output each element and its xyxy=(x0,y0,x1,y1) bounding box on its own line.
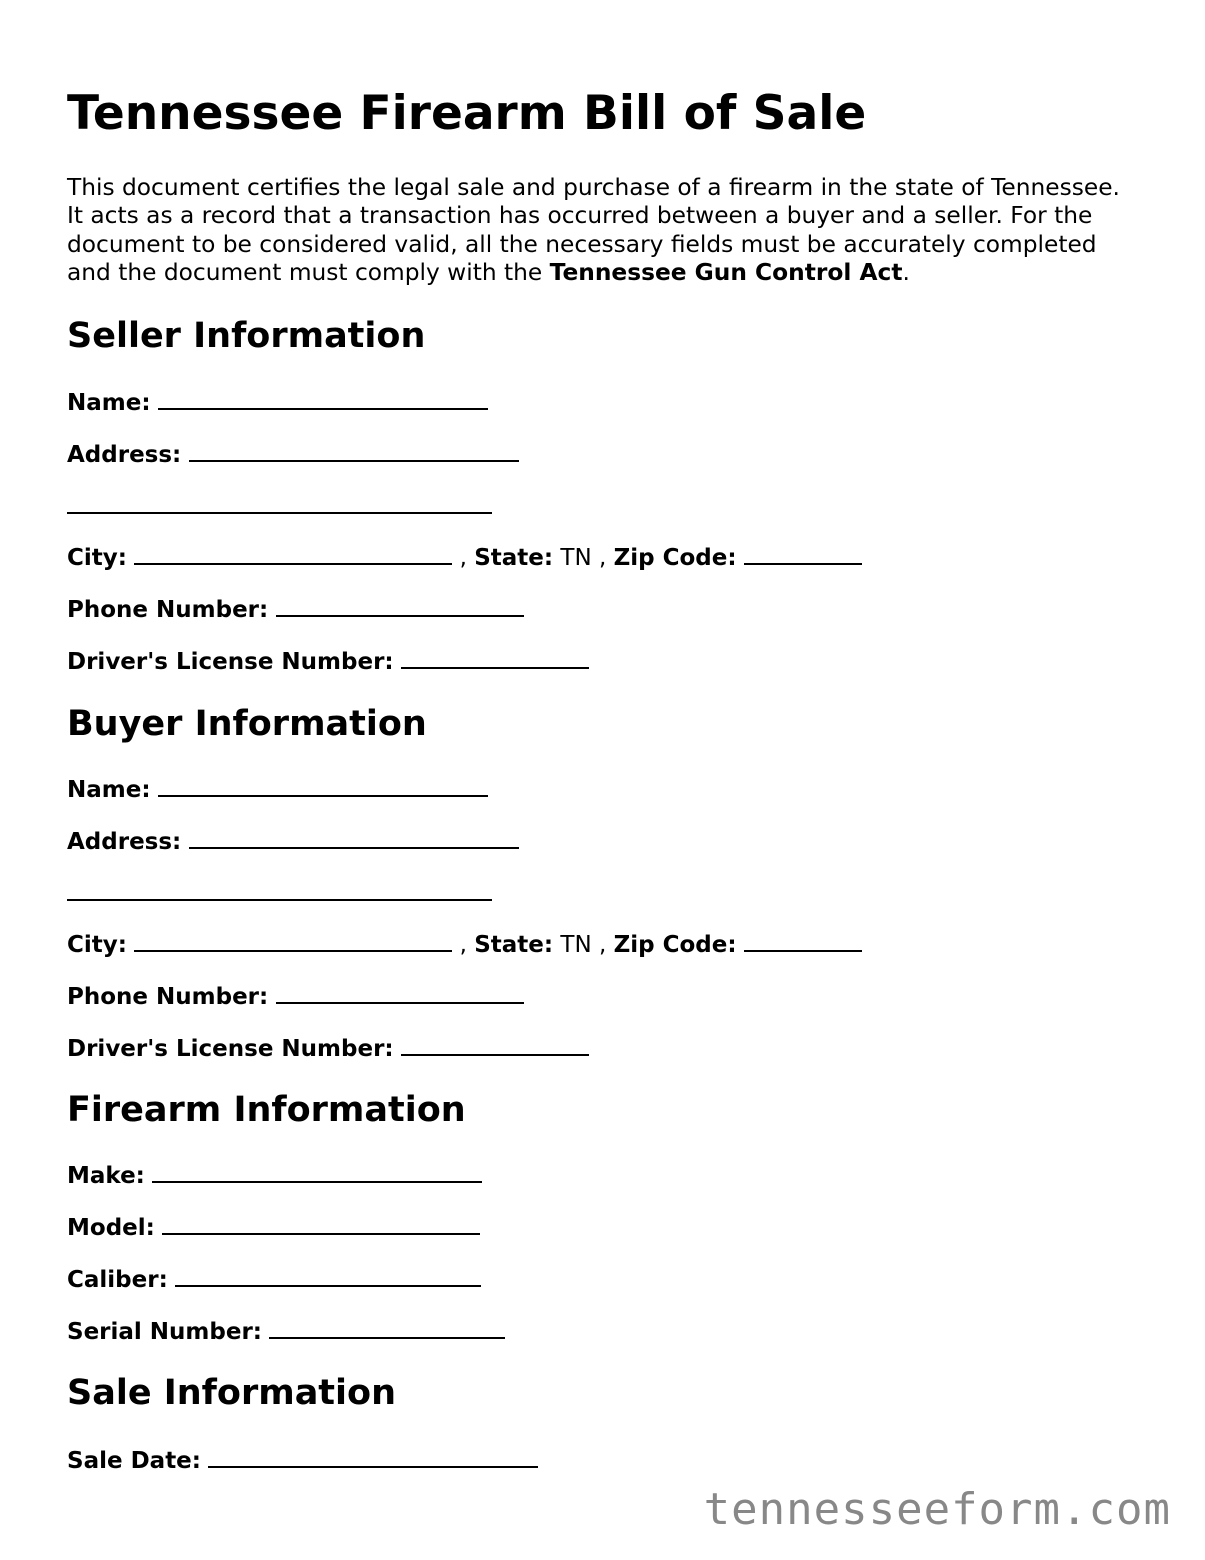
firearm-model-label: Model: xyxy=(67,1215,155,1241)
buyer-zip-input[interactable] xyxy=(744,930,862,952)
firearm-caliber-input[interactable] xyxy=(175,1265,481,1287)
firearm-model-input[interactable] xyxy=(162,1213,480,1235)
buyer-name-field xyxy=(67,775,488,804)
buyer-comma-2: , xyxy=(598,932,607,958)
firearm-make-input[interactable] xyxy=(152,1161,482,1183)
seller-section-heading: Seller Information xyxy=(67,316,426,356)
firearm-caliber-label: Caliber: xyxy=(67,1267,168,1293)
firearm-make-field xyxy=(67,1161,482,1190)
seller-name-input[interactable] xyxy=(158,388,488,410)
seller-address-field xyxy=(67,440,519,469)
buyer-address-input[interactable] xyxy=(189,827,519,849)
seller-address-line-2-input[interactable] xyxy=(67,492,492,514)
firearm-make-label: Make: xyxy=(67,1163,145,1189)
seller-phone-input[interactable] xyxy=(276,595,524,617)
firearm-model-field xyxy=(67,1213,480,1242)
buyer-section-heading: Buyer Information xyxy=(67,704,427,744)
buyer-name-label: Name: xyxy=(67,777,151,803)
sale-date-input[interactable] xyxy=(208,1446,538,1468)
buyer-address-field xyxy=(67,827,519,856)
page-title: Tennessee Firearm Bill of Sale xyxy=(67,86,867,141)
intro-line-4-prefix: and the document must comply with the xyxy=(67,258,550,286)
seller-license-label: Driver's License Number: xyxy=(67,649,394,675)
gun-control-act-reference: Tennessee Gun Control Act xyxy=(549,258,903,286)
intro-line-3: document to be considered valid, all the necessary fields must be accurately completed xyxy=(67,230,1097,258)
buyer-name-input[interactable] xyxy=(158,775,488,797)
intro-line-4-suffix: . xyxy=(902,258,910,286)
seller-city-input[interactable] xyxy=(134,543,452,565)
buyer-address-line-2-input[interactable] xyxy=(67,879,492,901)
buyer-license-input[interactable] xyxy=(401,1034,589,1056)
buyer-comma-1: , xyxy=(459,932,467,958)
buyer-zip-label: Zip Code: xyxy=(613,932,737,958)
buyer-city-label: City: xyxy=(67,932,127,958)
sale-section-heading: Sale Information xyxy=(67,1373,396,1413)
firearm-section-heading: Firearm Information xyxy=(67,1090,466,1130)
intro-line-2: It acts as a record that a transaction has occurred between a buyer and a seller. For the xyxy=(67,202,1093,230)
intro-line-4 xyxy=(67,259,1147,287)
intro-line-1: This document certifies the legal sale and purchase of a firearm in the state of Tennessee. xyxy=(67,174,1120,201)
buyer-license-field xyxy=(67,1034,589,1063)
seller-name-label: Name: xyxy=(67,390,151,416)
sale-date-label: Sale Date: xyxy=(67,1448,201,1474)
seller-address-line-2-field xyxy=(67,492,492,521)
seller-phone-field xyxy=(67,595,524,624)
seller-state-value: TN xyxy=(560,545,592,571)
buyer-address-line-2-field xyxy=(67,879,492,908)
seller-license-field xyxy=(67,647,589,676)
buyer-city-state-zip-field xyxy=(67,930,862,959)
seller-name-field xyxy=(67,388,488,417)
seller-address-input[interactable] xyxy=(189,440,519,462)
seller-zip-label: Zip Code: xyxy=(613,545,737,571)
sale-date-field xyxy=(67,1446,538,1475)
buyer-license-label: Driver's License Number: xyxy=(67,1036,394,1062)
seller-phone-label: Phone Number: xyxy=(67,597,269,623)
seller-state-label: State: xyxy=(474,545,554,571)
intro-paragraph xyxy=(67,174,1147,287)
seller-zip-input[interactable] xyxy=(744,543,862,565)
seller-city-label: City: xyxy=(67,545,127,571)
buyer-state-value: TN xyxy=(560,932,592,958)
firearm-serial-label: Serial Number: xyxy=(67,1319,262,1345)
buyer-city-input[interactable] xyxy=(134,930,452,952)
buyer-phone-label: Phone Number: xyxy=(67,984,269,1010)
seller-city-state-zip-field xyxy=(67,543,862,572)
firearm-caliber-field xyxy=(67,1265,481,1294)
site-watermark: tennesseeform.com xyxy=(703,1484,1171,1535)
seller-address-label: Address: xyxy=(67,442,182,468)
buyer-phone-field xyxy=(67,982,524,1011)
firearm-serial-input[interactable] xyxy=(269,1317,505,1339)
seller-comma-1: , xyxy=(459,545,467,571)
seller-comma-2: , xyxy=(598,545,607,571)
seller-license-input[interactable] xyxy=(401,647,589,669)
buyer-phone-input[interactable] xyxy=(276,982,524,1004)
buyer-state-label: State: xyxy=(474,932,554,958)
firearm-serial-field xyxy=(67,1317,505,1346)
buyer-address-label: Address: xyxy=(67,829,182,855)
